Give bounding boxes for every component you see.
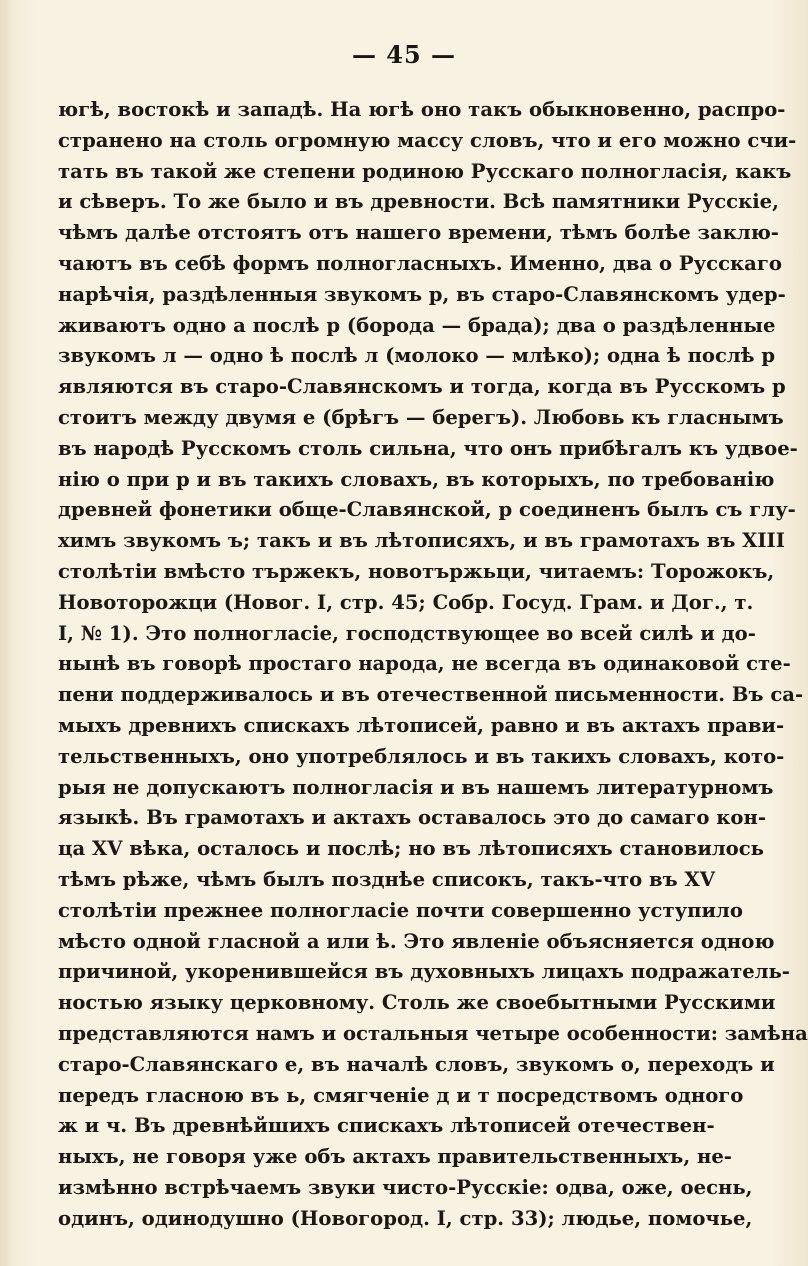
text-line: одинъ, одинодушно (Новогород. I, стр. 33); людье, помочье, [58,1206,753,1230]
text-line: ностью языку церковному. Столь же своебытными Русскими [58,991,776,1015]
text-line: ца XV вѣка, осталось и послѣ; но въ лѣтописяхъ становилось [58,837,764,861]
text-line: нію о при р и въ такихъ словахъ, въ которыхъ, по требованію [58,467,775,491]
text-line: стоитъ между двумя е (брѣгъ — берегъ). Любовь къ гласнымъ [58,405,784,429]
text-line: представляются намъ и остальныя четыре особенности: замѣна [58,1021,808,1045]
text-line: ныхъ, не говоря уже объ актахъ правительственныхъ, не- [58,1145,732,1169]
body-text [58,95,808,1234]
text-line: древней фонетики обще-Славянской, р соединенъ былъ съ глу- [58,498,796,522]
text-line: мыхъ древнихъ спискахъ лѣтописей, равно и въ актахъ прави- [58,713,785,737]
text-line: языкѣ. Въ грамотахъ и актахъ оставалось это до самаго кон- [58,806,766,830]
text-line: нарѣчія, раздѣленныя звукомъ р, въ старо-Славянскомъ удер- [58,282,786,306]
text-line: передъ гласною въ ь, смягченіе д и т посредствомъ одного [58,1083,744,1107]
text-line: пени поддерживалось и въ отечественной письменности. Въ са- [58,683,804,707]
text-line: тельственныхъ, оно употреблялось и въ такихъ словахъ, кото- [58,744,785,768]
text-line: и сѣверъ. То же было и въ древности. Всѣ памятники Русскіе, [58,190,779,214]
page-number-header: — 45 — [351,40,457,69]
text-line: являются въ старо-Славянскомъ и тогда, когда въ Русскомъ р [58,375,786,399]
text-line: столѣтіи прежнее полногласіе почти совершенно уступило [58,898,743,922]
text-line: чаютъ въ себѣ формъ полногласныхъ. Именно, два о Русскаго [58,251,782,275]
text-line: живаютъ одно а послѣ р (борода — брада); два о раздѣленные [58,313,776,337]
text-line: странено на столь огромную массу словъ, что и его можно счи- [58,128,797,152]
text-line: чѣмъ далѣе отстоятъ отъ нашего времени, тѣмъ болѣе заклю- [58,221,779,245]
text-line: нынѣ въ говорѣ простаго народа, не всегда въ одинаковой сте- [58,652,791,676]
text-line: измѣнно встрѣчаемъ звуки чисто-Русскіе: одва, оже, оеснь, [58,1175,753,1199]
text-line: рыя не допускаютъ полногласія и въ нашемъ литературномъ [58,775,774,799]
text-line: Новоторожци (Новог. I, стр. 45; Собр. Госуд. Грам. и Дог., т. [58,590,754,614]
text-line: ж и ч. Въ древнѣйшихъ спискахъ лѣтописей отечествен- [58,1114,715,1138]
text-line: тѣмъ рѣже, чѣмъ былъ позднѣе списокъ, такъ-что въ XV [58,867,715,891]
text-line: мѣсто одной гласной а или ѣ. Это явленіе объясняется одною [58,929,775,953]
text-line: въ народѣ Русскомъ столь сильна, что онъ прибѣгалъ къ удвое- [58,436,798,460]
text-line: старо-Славянскаго е, въ началѣ словъ, звукомъ о, переходъ и [58,1052,775,1076]
text-line: причиной, укоренившейся въ духовныхъ лицахъ подражатель- [58,960,790,984]
text-line: тать въ такой же степени родиною Русскаго полногласія, какъ [58,159,792,183]
text-line: столѣтіи вмѣсто тържекъ, новотържьци, читаемъ: Торожокъ, [58,559,775,583]
text-line: югѣ, востокѣ и западѣ. На югѣ оно такъ обыкновенно, распро- [58,98,786,121]
text-line: звукомъ л — одно ѣ послѣ л (молоко — млѣко); одна ѣ послѣ р [58,344,776,368]
text-line: химъ звукомъ ъ; такъ и въ лѣтописяхъ, и въ грамотахъ въ XIII [58,529,785,553]
text-line: I, № 1). Это полногласіе, господствующее во всей силѣ и до- [58,621,756,645]
